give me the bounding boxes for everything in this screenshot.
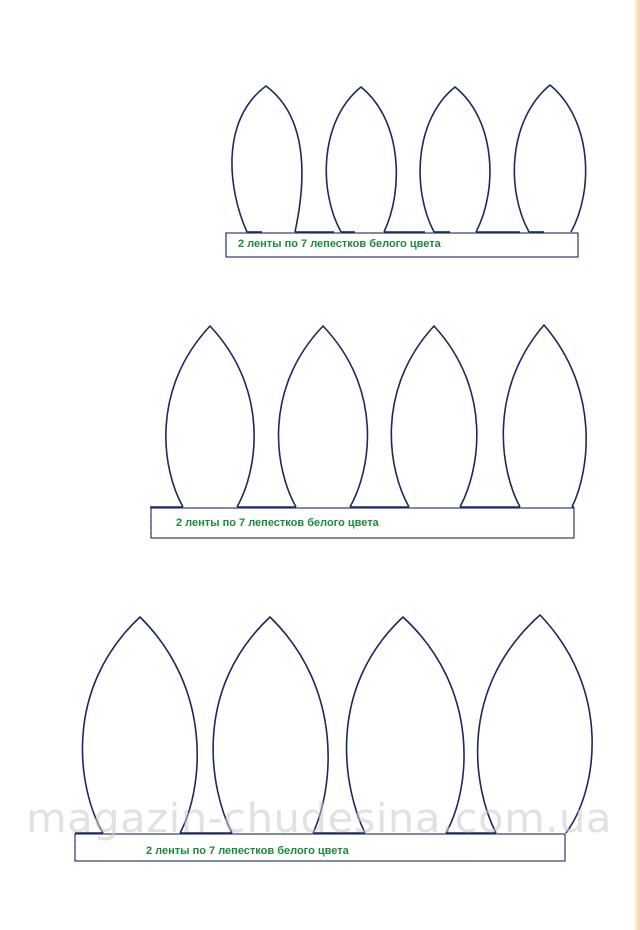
petal-outline — [391, 326, 477, 507]
petal-outline — [514, 85, 585, 232]
petal-strip-2 — [150, 325, 586, 538]
petal-outline — [279, 326, 368, 507]
petal-outline — [166, 326, 254, 507]
petal-outline — [420, 87, 490, 232]
petal-outline — [503, 325, 586, 507]
petal-outline — [232, 86, 302, 232]
strip-label: 2 ленты по 7 лепестков белого цвета — [146, 845, 349, 857]
strip-label: 2 ленты по 7 лепестков белого цвета — [176, 517, 379, 529]
watermark-text: magazin-chudesina.com.ua — [26, 796, 612, 842]
strip-label: 2 ленты по 7 лепестков белого цвета — [238, 238, 441, 250]
page-edge — [634, 0, 640, 930]
petal-strip-1 — [226, 85, 586, 257]
petal-outline — [326, 87, 396, 232]
